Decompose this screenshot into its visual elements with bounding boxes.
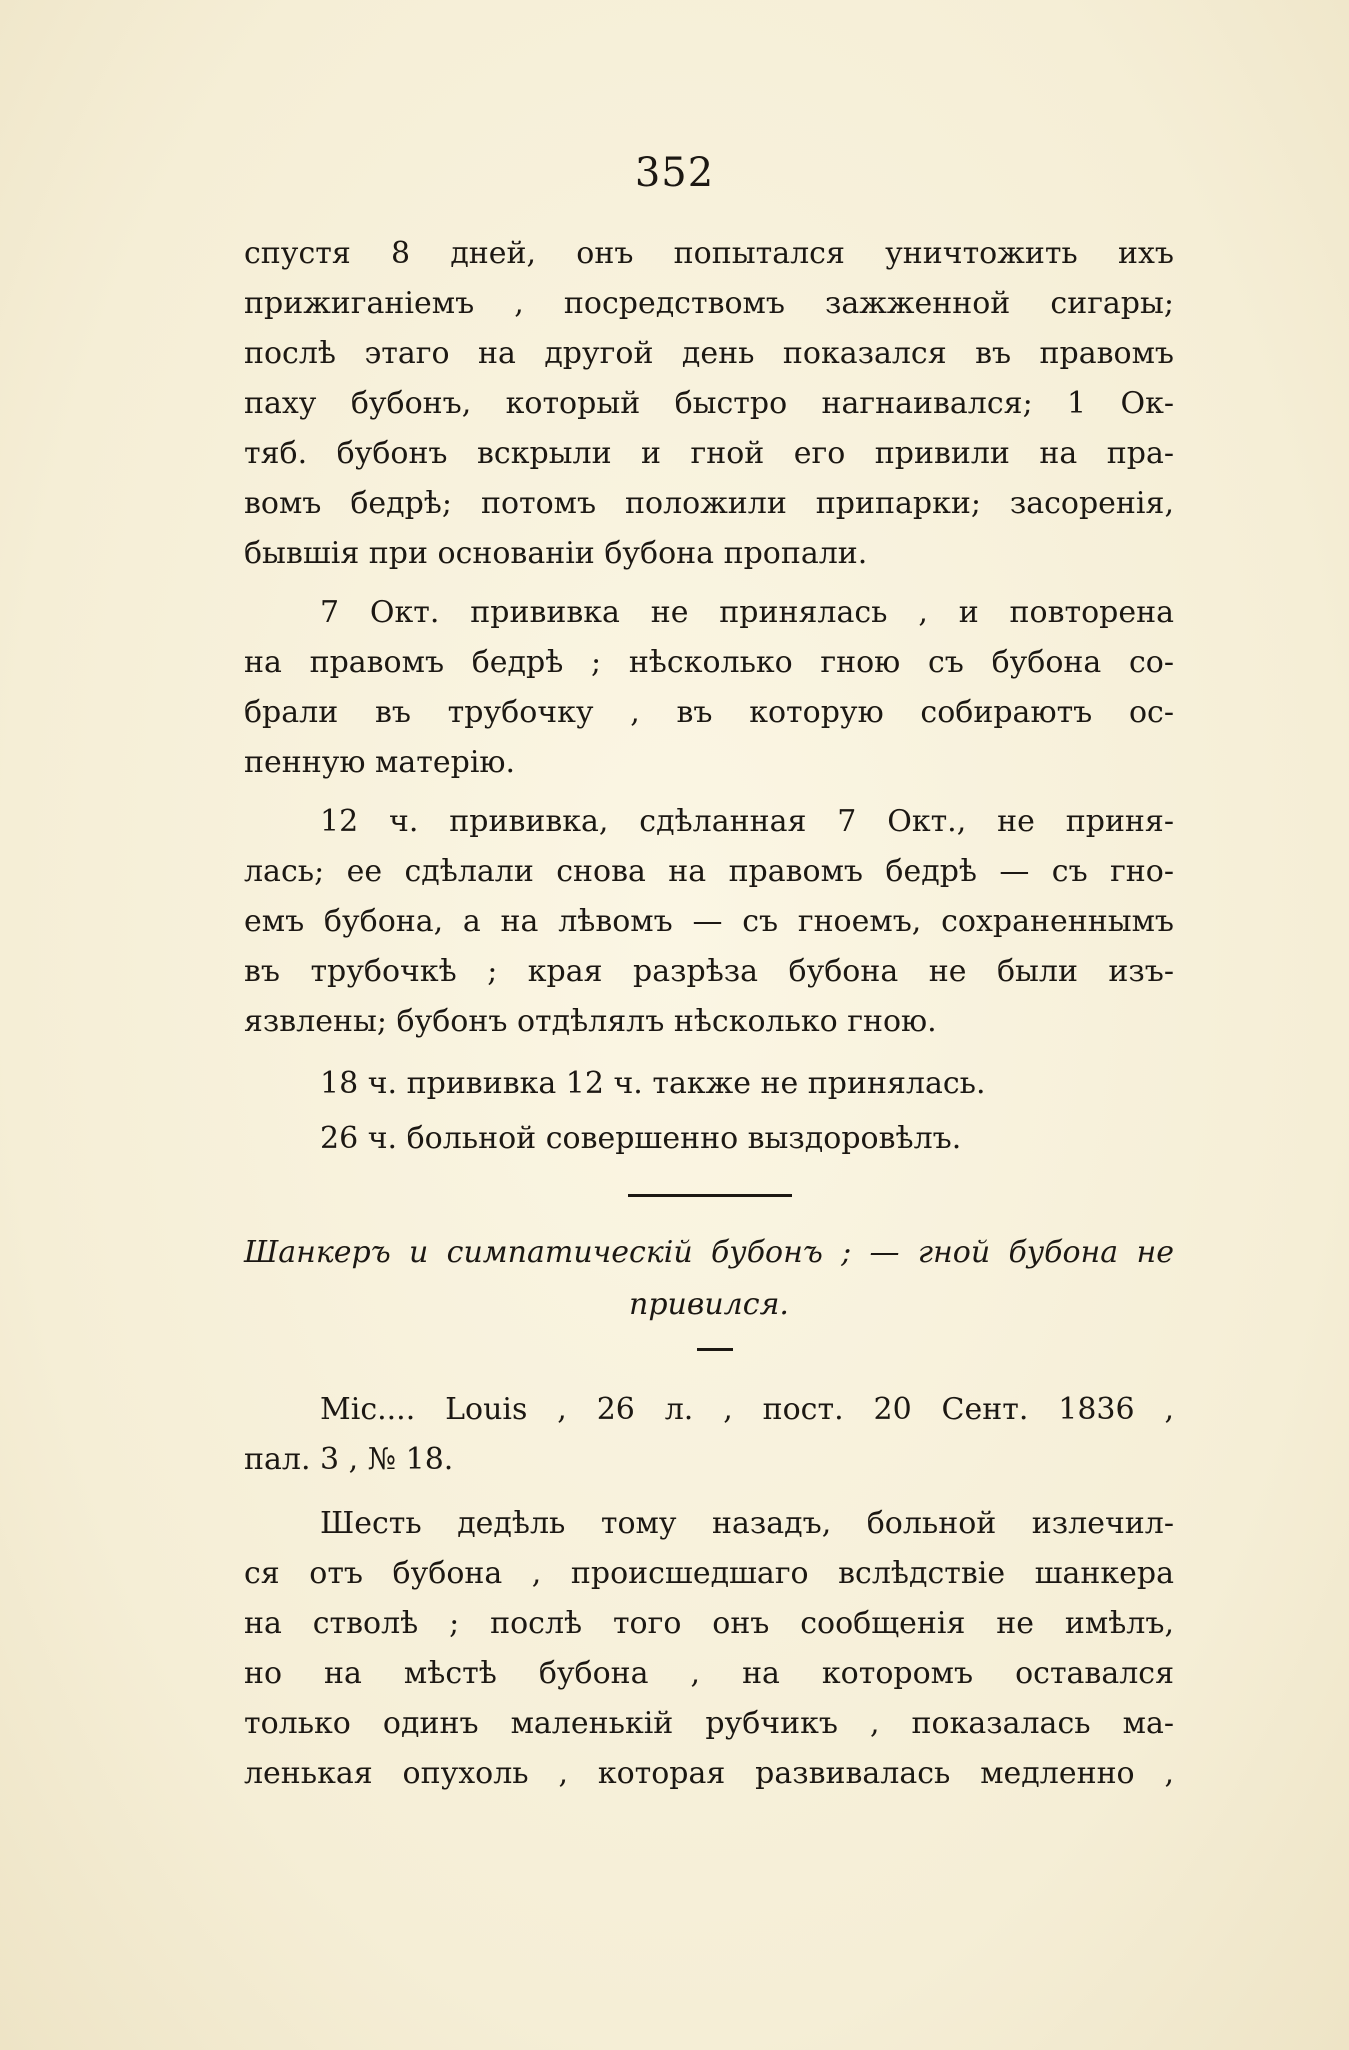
text-line: 7 Окт. прививка не принялась , и повторена	[320, 595, 1174, 630]
text-line: тяб. бубонъ вскрыли и гной его привили на пра-	[244, 436, 1174, 471]
text-line: ся отъ бубона , происшедшаго вслѣдствіе шанкера	[244, 1556, 1174, 1591]
paragraph-1	[244, 229, 1174, 579]
paragraph-6	[244, 1499, 1174, 1799]
text-line: спустя 8 дней, онъ попытался уничтожить ихъ	[244, 236, 1174, 271]
heading-dash	[697, 1348, 733, 1351]
text-line: въ трубочкѣ ; края разрѣза бубона не были изъ-	[244, 954, 1174, 989]
page-number: 352	[634, 150, 715, 196]
text-line: 12 ч. прививка, сдѣланная 7 Окт., не приня-	[320, 804, 1174, 839]
section-heading-line-1: Шанкеръ и симпатическій бубонъ ; — гной бубона не	[244, 1235, 1174, 1270]
section-heading-line-2: привился.	[629, 1287, 789, 1322]
text-line: Шесть дедѣль тому назадъ, больной излечил-	[320, 1506, 1174, 1541]
text-line: но на мѣстѣ бубона , на которомъ оставался	[244, 1656, 1174, 1691]
text-line: язвлены; бубонъ отдѣлялъ нѣсколько гною.	[244, 1004, 937, 1039]
text-line: паху бубонъ, который быстро нагнаивался; 1 Ок-	[244, 386, 1174, 421]
text-line: емъ бубона, а на лѣвомъ — съ гноемъ, сохраненнымъ	[244, 904, 1174, 939]
text-line: послѣ этаго на другой день показался въ правомъ	[244, 336, 1174, 371]
paragraph-4	[244, 1059, 1174, 1109]
text-line: лась; ее сдѣлали снова на правомъ бедрѣ — съ гно-	[244, 854, 1174, 889]
text-line: только одинъ маленькій рубчикъ , показалась ма-	[244, 1706, 1174, 1741]
text-line: вомъ бедрѣ; потомъ положили припарки; засоренія,	[244, 486, 1174, 521]
text-line: пенную матерію.	[244, 745, 516, 780]
paragraph-2	[244, 588, 1174, 788]
text-line: пал. 3 , № 18.	[244, 1442, 454, 1477]
text-line: на стволѣ ; послѣ того онъ сообщенія не имѣлъ,	[244, 1606, 1174, 1641]
paragraph-3	[244, 797, 1174, 1047]
paragraph-5	[244, 1114, 1174, 1164]
text-line: брали въ трубочку , въ которую собираютъ ос-	[244, 695, 1174, 730]
text-line: Mic.... Louis , 26 л. , пост. 20 Сент. 1836 ,	[320, 1392, 1174, 1427]
section-divider	[628, 1194, 792, 1197]
text-line: прижиганіемъ , посредствомъ зажженной сигары;	[244, 286, 1174, 321]
case-header	[244, 1385, 1174, 1485]
text-line: бывшія при основаніи бубона пропали.	[244, 536, 868, 571]
text-line: 18 ч. прививка 12 ч. также не принялась.	[320, 1066, 986, 1101]
text-line: на правомъ бедрѣ ; нѣсколько гною съ бубона со-	[244, 645, 1174, 680]
text-line: ленькая опухоль , которая развивалась медленно ,	[244, 1756, 1174, 1791]
text-line: 26 ч. больной совершенно выздоровѣлъ.	[320, 1121, 962, 1156]
